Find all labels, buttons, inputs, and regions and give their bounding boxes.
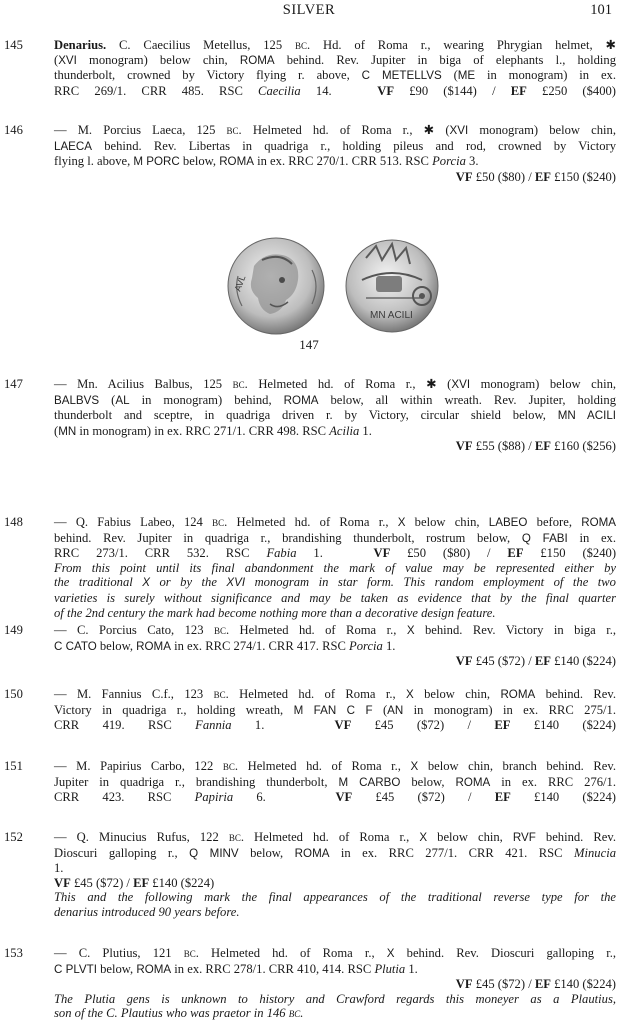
catalog-entry-153	[4, 946, 616, 1021]
entry-text: — C. Plutius, 121 bc. Helmeted hd. of Roma r., X behind. Rev. Dioscuri galloping r., C PLVTI below, ROMA in ex. RRC 278/1. CRR 410, 414. RSC Plutia 1. VF £45 ($72) / EF £140 ($224) The Plutia gens is unknown to history and Crawford regards this moneyer as a Plautius, son of the C. Plautius who was praetor in 146 bc.	[54, 946, 616, 1021]
coin-reverse	[346, 240, 438, 332]
entry-text: — C. Porcius Cato, 123 bc. Helmeted hd. of Roma r., X behind. Rev. Victory in biga r., C CATO below, ROMA in ex. RRC 274/1. CRR 417. RSC Porcia 1. VF £45 ($72) / EF £140 ($224)	[54, 623, 616, 669]
entry-number: 147	[4, 377, 23, 391]
entry-text: — Q. Fabius Labeo, 124 bc. Helmeted hd. of Roma r., X below chin, LABEO before, ROMA behind. Rev. Jupiter in quadriga r., brandishing thunderbolt, rostrum below, Q FABI in ex. RRC 273/1. CRR 532. RSC Fabia 1. VF £50 ($80) / EF £150 ($240) From this point until its final abandonment the mark of value may be represented either by the traditional X or by the XVI monogram in star form. This random employment of the two varieties is surely without significance and may be taken as evidence that by the final quarter of the 2nd century the mark had become nothing more than a decorative design feature.	[54, 515, 617, 620]
coin-obverse	[228, 238, 324, 334]
catalog-entry-151	[4, 759, 616, 805]
entry-text: — M. Papirius Carbo, 122 bc. Helmeted hd. of Roma r., X below chin, branch behind. Rev. Jupiter in quadriga r., brandishing thunderbolt, M CARBO below, ROMA in ex. RRC 276/1. CRR 423. RSC Papiria 6. VF £45 ($72) / EF £140 ($224)	[54, 759, 617, 805]
figure-caption: 147	[299, 337, 319, 352]
entry-number: 150	[4, 687, 23, 701]
entry-text: — M. Fannius C.f., 123 bc. Helmeted hd. of Roma r., X below chin, ROMA behind. Rev. Victory in quadriga r., holding wreath, M FAN C F (AN in monogram) in ex. RRC 275/1. CRR 419. RSC Fannia 1. VF £45 ($72) / EF £140 ($224)	[54, 687, 616, 733]
entry-text: Denarius. C. Caecilius Metellus, 125 bc. Hd. of Roma r., wearing Phrygian helmet, ✱ (XVI monogram) below chin, ROMA behind. Rev. Jupiter in biga of elephants l., holding thunderbolt, crowned by Victory flying r. above, C METELLVS (ME in monogram) in ex. RRC 269/1. CRR 485. RSC Caecilia 14. VF £90 ($144) / EF £250 ($400)	[54, 38, 617, 98]
catalog-entry-149	[4, 623, 616, 669]
entry-number: 146	[4, 123, 23, 137]
entry-number: 151	[4, 759, 23, 773]
catalog-entry-147	[4, 377, 616, 454]
section-title: SILVER	[282, 2, 336, 18]
reverse-legend: MN ACILI	[370, 310, 413, 321]
entry-text: — Mn. Acilius Balbus, 125 bc. Helmeted hd. of Roma r., ✱ (XVI monogram) below chin, BALBVS (AL in monogram) behind, ROMA below, all within wreath. Rev. Jupiter, holding thunderbolt and sceptre, in quadriga driven r. by Victory, circular shield below, MN ACILI (MN in monogram) in ex. RRC 271/1. CRR 498. RSC Acilia 1. VF £55 ($88) / EF £160 ($256)	[54, 377, 617, 454]
obverse-legend: AVL	[232, 273, 248, 293]
entry-number: 152	[4, 830, 23, 844]
entry-number: 148	[4, 515, 23, 529]
entry-number: 149	[4, 623, 23, 637]
catalog-entry-150	[4, 687, 616, 733]
catalog-entry-145	[4, 38, 616, 98]
catalog-entry-148	[4, 515, 616, 620]
entry-text: — Q. Minucius Rufus, 122 bc. Helmeted hd. of Roma r., X below chin, RVF behind. Rev. Dioscuri galloping r., Q MINV below, ROMA in ex. RRC 277/1. CRR 421. RSC Minucia 1. VF £45 ($72) / EF £140 ($224) This and the following mark the final appearances of the traditional reverse type for the denarius introduced 90 years before.	[54, 830, 616, 919]
entry-number: 153	[4, 946, 23, 960]
page-number: 101	[590, 2, 612, 18]
coin-photo	[226, 236, 442, 336]
catalog-entry-146	[4, 123, 616, 184]
catalog-entry-152	[4, 830, 616, 920]
running-header	[0, 2, 618, 20]
entry-number: 145	[4, 38, 23, 52]
entry-text: — M. Porcius Laeca, 125 bc. Helmeted hd. of Roma r., ✱ (XVI monogram) below chin, LAECA behind. Rev. Libertas in quadriga r., holding pileus and rod, crowned by Victory flying l. above, M PORC below, ROMA in ex. RRC 270/1. CRR 513. RSC Porcia 3. VF £50 ($80) / EF £150 ($240)	[54, 123, 616, 184]
